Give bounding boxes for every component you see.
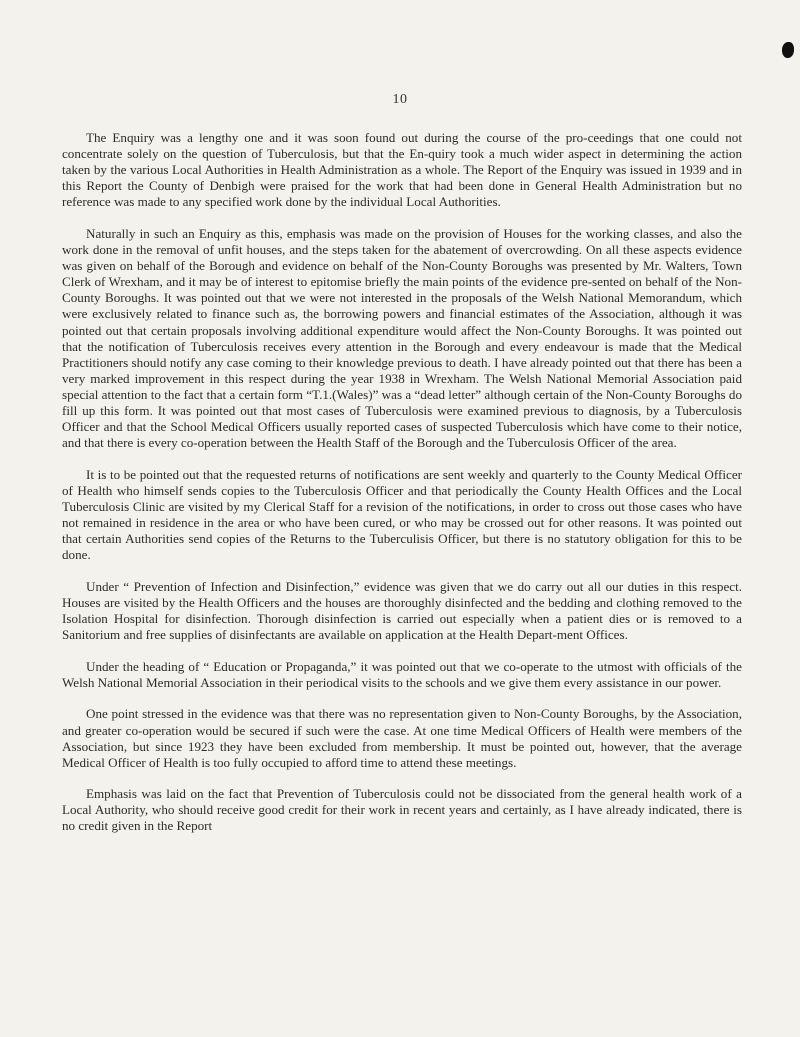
paragraph-prevention-credit: Emphasis was laid on the fact that Prevention of Tuberculosis could not be dissociated from the general health work of a Local Authority, who should receive good credit for their work in recent years and certainly, as I have already indicated, there is no credit given in the Report (62, 786, 742, 834)
page-number: 10 (392, 92, 408, 107)
paragraph-education-propaganda: Under the heading of “ Education or Propaganda,” it was pointed out that we co-operate to the utmost with officials of the Welsh National Memorial Association in their periodical visits to the schools and we give them every assistance in our power. (62, 658, 742, 690)
body-text (62, 130, 742, 835)
paragraph-returns-notifications: It is to be pointed out that the requested returns of notifications are sent weekly and quarterly to the County Medical Officer of Health who himself sends copies to the Tuberculosis Officer and that periodically the County Health Offices and the Local Tuberculosis Clinic are visited by my Clerical Staff for a revision of the notifications, in order to cross out those cases who have not remained in residence in the area or who have been cured, or who may be crossed out for other reasons. It was pointed out that certain Authorities send copies of the Returns to the Tuberculisis Officer, but there is no statutory obligation for this to be done. (62, 466, 742, 563)
paragraph-housing-evidence: Naturally in such an Enquiry as this, emphasis was made on the provision of Houses for the working classes, and also the work done in the removal of unfit houses, and the steps taken for the abatement of overcrowding. On all these aspects evidence was given on behalf of the Borough and evidence on behalf of the Non-County Boroughs was presented by Mr. Walters, Town Clerk of Wrexham, and it may be of interest to epitomise briefly the main points of the evidence pre-sented on behalf of the Non-County Boroughs. It was pointed out that we were not interested in the proposals of the Welsh National Memorandum, which were exclusively related to finance such as, the borrowing powers and financial estimates of the Association, although it was pointed out that certain proposals involving additional expenditure would affect the Non-County Boroughs. It was pointed out that the notification of Tuberculosis receives every attention in the Borough and every endeavour is made that the Medical Practitioners should notify any case coming to their knowledge previous to death. I have already pointed out that there has been a very marked improvement in this respect during the year 1938 in Wrexham. The Welsh National Memorial Association paid special attention to the fact that a certain form “T.1.(Wales)” was a “dead letter” although certain of the Non-County Boroughs do fill up this form. It was pointed out that most cases of Tuberculosis were examined previous to diagnosis, by a Tuberculosis Officer and that the School Medical Officers usually reported cases of suspected Tuberculosis which have come to their notice, and that there is every co-operation between the Health Staff of the Borough and the Tuberculosis Officer of the area. (62, 225, 742, 451)
paragraph-enquiry-overview: The Enquiry was a lengthy one and it was soon found out during the course of the pro-ceedings that one could not concentrate solely on the question of Tuberculosis, but that the En-quiry took a much wider aspect in determining the action taken by the various Local Authorities in Health Administration as a whole. The Report of the Enquiry was issued in 1939 and in this Report the County of Denbigh were praised for the work that had been done in General Health Administration but no reference was made to any specified work done by the individual Local Authorities. (62, 130, 742, 210)
paragraph-prevention-disinfection: Under “ Prevention of Infection and Disinfection,” evidence was given that we do carry out all our duties in this respect. Houses are visited by the Health Officers and the houses are thoroughly disinfected and the bedding and clothing removed to the Isolation Hospital for disinfection. Thorough disinfection is carried out especially when a patient dies or is removed to a Sanitorium and free supplies of disinfectants are available on application at the Health Depart-ment Offices. (62, 578, 742, 643)
paragraph-representation: One point stressed in the evidence was that there was no representation given to Non-County Boroughs, by the Association, and greater co-operation would be secured if such were the case. At one time Medical Officers of Health were members of the Association, but since 1923 they have been excluded from membership. It must be pointed out, however, that the average Medical Officer of Health is too fully occupied to afford time to attend these meetings. (62, 706, 742, 770)
ink-blot-mark (782, 42, 794, 58)
